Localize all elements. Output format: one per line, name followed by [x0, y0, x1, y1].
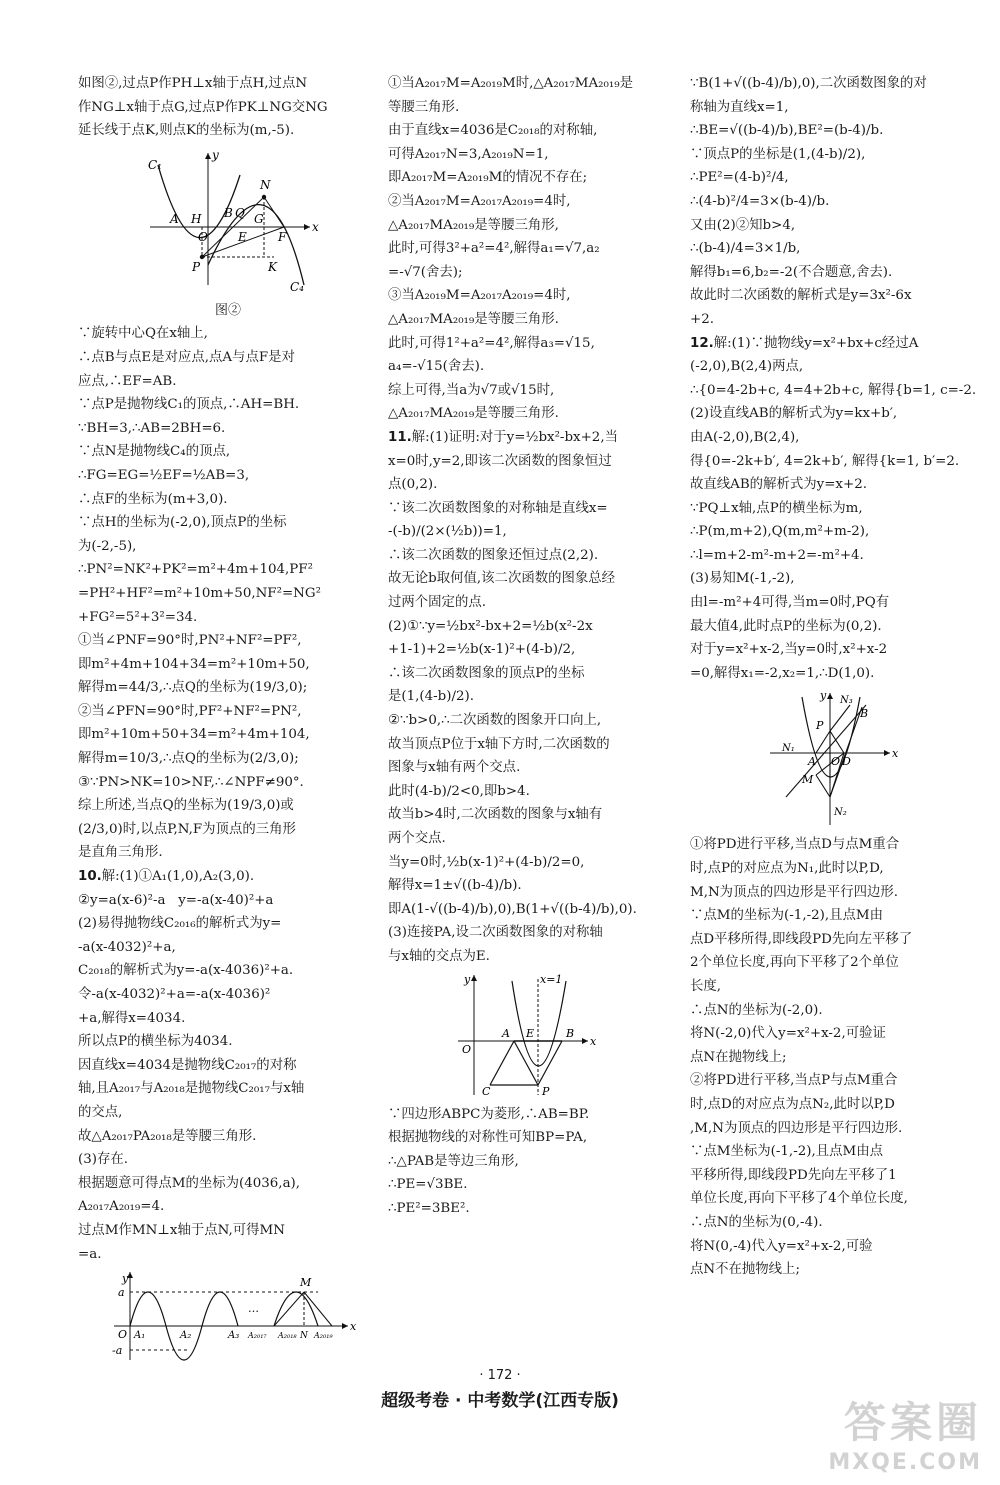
- text-line: 将N(-2,0)代入y=x²+x-2,可验证: [690, 1026, 886, 1042]
- text-line: 当y=0时,½b(x-1)²+(4-b)/2=0,: [388, 854, 585, 870]
- text-line: ∵点N是抛物线C₄的顶点,: [78, 444, 231, 460]
- text-line: -(-b)/(2×(½b))=1,: [388, 524, 507, 540]
- text-line: ∴PE²=(4-b)²/4,: [690, 170, 789, 186]
- text-line: ∴△PAB是等边三角形,: [388, 1153, 519, 1169]
- text-line: ∵四边形ABPC为菱形,∴AB=BP.: [388, 1106, 590, 1122]
- text-line: 为(-2,-5),: [78, 538, 137, 554]
- text-line: =a.: [78, 1246, 102, 1262]
- text-line: M,N为顶点的四边形是平行四边形.: [690, 884, 899, 900]
- fig-label: A₂₀₁₉: [314, 1331, 333, 1341]
- text-line: 如图②,过点P作PH⊥x轴于点H,过点N: [78, 76, 308, 91]
- text-line: ①当A₂₀₁₇M=A₂₀₁₉M时,△A₂₀₁₇MA₂₀₁₉是: [388, 76, 634, 91]
- text-line: +2.: [690, 311, 714, 327]
- text-line: 故此时二次函数的解析式是y=3x²-6x: [690, 288, 912, 304]
- fig-label: B: [224, 205, 233, 220]
- text-line: ∵BH=3,∴AB=2BH=6.: [78, 420, 226, 436]
- text-line: =-√7(舍去);: [388, 264, 463, 280]
- text-line: 即A₂₀₁₇M=A₂₀₁₉M的情况不存在;: [388, 170, 588, 186]
- text-line: ②当A₂₀₁₇M=A₂₀₁₇A₂₀₁₉=4时,: [388, 193, 571, 209]
- text-line: ∴PN²=NK²+PK²=m²+4m+104,PF²: [78, 562, 313, 578]
- text-line: 单位长度,再向下平移了4个单位长度,: [690, 1191, 908, 1207]
- text-line: (2)易得抛物线C₂₀₁₆的解析式为y=: [78, 916, 282, 932]
- text-line: ①当∠PNF=90°时,PN²+NF²=PF²,: [78, 633, 302, 649]
- text-line: 轴,且A₂₀₁₇与A₂₀₁₈是抛物线C₂₀₁₇与x轴: [78, 1081, 305, 1097]
- fig-label: C₁: [148, 157, 162, 172]
- fig-label: A₂: [180, 1330, 192, 1342]
- text-line: ∵旋转中心Q在x轴上,: [78, 326, 208, 342]
- fig-label: a: [118, 1286, 125, 1300]
- text-line: ②将PD进行平移,当点P与点M重合: [690, 1073, 898, 1089]
- text-line: ∴(b-4)/4=3×1/b,: [690, 241, 801, 257]
- text-line: ∴点B与点E是对应点,点A与点F是对: [78, 349, 295, 365]
- text-line: ∵点H的坐标为(-2,0),顶点P的坐标: [78, 515, 287, 531]
- text-line: =PH²+HF²=m²+10m+50,NF²=NG²: [78, 585, 321, 601]
- text-line: 将N(0,-4)代入y=x²+x-2,可验: [690, 1238, 873, 1254]
- text-line: 点(0,2).: [388, 477, 438, 493]
- figure-2-parabolas: [78, 145, 378, 295]
- text-line: 图象与x轴有两个交点.: [388, 760, 521, 776]
- text-line: △A₂₀₁₇MA₂₀₁₉是等腰三角形,: [388, 217, 559, 233]
- text-line: 的交点,: [78, 1104, 123, 1120]
- text-line: 故当b>4时,二次函数的图象与x轴有: [388, 807, 603, 823]
- text-line: 即A(1-√((b-4)/b),0),B(1+√((b-4)/b),0).: [388, 901, 637, 917]
- text-line: ∴点N的坐标为(-2,0).: [690, 1002, 823, 1018]
- text-line: -a(x-4032)²+a,: [78, 939, 176, 955]
- text-line: 由于直线x=4036是C₂₀₁₈的对称轴,: [388, 123, 598, 139]
- text-line: 是(1,(4-b)/2).: [388, 689, 474, 705]
- text-line: (-2,0),B(2,4)两点,: [690, 359, 804, 375]
- fig-label: A₂₀₁₈: [278, 1331, 297, 1341]
- fig-label: P: [542, 1084, 550, 1098]
- fig-label: y: [464, 972, 471, 986]
- text-line: 点N在抛物线上;: [690, 1049, 787, 1065]
- text-line: ∵该二次函数图象的对称轴是直线x=: [388, 500, 608, 516]
- text-line: ,M,N为顶点的四边形是平行四边形.: [690, 1120, 903, 1136]
- text-line: +1-1)+2=½b(x-1)²+(4-b)/2,: [388, 642, 576, 658]
- fig-label: x=1: [540, 972, 563, 986]
- text-line: 解:(1)证明:对于y=½bx²-bx+2,当: [411, 429, 618, 445]
- text-line: +FG²=5²+3²=34.: [78, 609, 198, 625]
- text-line: ∴(4-b)²/4=3×(b-4)/b.: [690, 193, 830, 209]
- figure-caption: 图②: [214, 302, 241, 318]
- text-line: 时,点P的对应点为N₁,此时以P,D,: [690, 861, 884, 877]
- fig-label: C₄: [290, 279, 304, 294]
- text-line: ∵PQ⊥x轴,点P的横坐标为m,: [690, 500, 863, 516]
- text-line: 对于y=x²+x-2,当y=0时,x²+x-2: [690, 642, 888, 658]
- text-line: ∵点P是抛物线C₁的顶点,∴AH=BH.: [78, 397, 300, 413]
- fig-label: H: [191, 211, 202, 226]
- text-line: ②∵b>0,∴二次函数的图象开口向上,: [388, 713, 602, 729]
- text-line: ∴该二次函数图象的顶点P的坐标: [388, 665, 585, 681]
- text-line: 此时(4-b)/2<0,即b>4.: [388, 783, 530, 799]
- book-title: 超级考卷 · 中考数学(江西专版): [381, 1391, 619, 1411]
- text-line: ∴BE=√((b-4)/b),BE²=(b-4)/b.: [690, 123, 884, 139]
- fig-label: M: [300, 1276, 312, 1290]
- text-line: 得{0=-2k+b′, 4=2k+b′, 解得{k=1, b′=2.: [690, 453, 960, 469]
- text-line: 作NG⊥x轴于点G,过点P作PK⊥NG交NG: [78, 99, 328, 115]
- text-line: 解得m=10/3,∴点Q的坐标为(2/3,0);: [78, 751, 299, 767]
- text-line: ∴点N的坐标为(0,-4).: [690, 1214, 823, 1230]
- fig-label: O: [831, 755, 841, 769]
- text-line: 最大值4,此时点P的坐标为(0,2).: [690, 618, 882, 634]
- text-line: 根据抛物线的对称性可知BP=PA,: [388, 1130, 588, 1146]
- fig-label: N₁: [782, 743, 795, 755]
- text-line: x=0时,y=2,即该二次函数的图象恒过: [388, 453, 612, 469]
- column-1: [78, 72, 378, 1368]
- text-line: △A₂₀₁₇MA₂₀₁₉是等腰三角形.: [388, 406, 559, 422]
- question-number: 10.: [78, 869, 102, 885]
- text-line: 平移所得,即线段PD先向左平移了1: [690, 1167, 897, 1183]
- question-12: [690, 332, 990, 356]
- fig-label: N: [300, 1331, 308, 1342]
- fig-label: N: [260, 177, 271, 192]
- text-line: (2/3,0)时,以点P,N,F为顶点的三角形: [78, 821, 296, 837]
- watermark-url: MXQE.COM: [828, 1450, 982, 1475]
- fig-label: G: [254, 211, 264, 226]
- text-line: 点D平移所得,即线段PD先向左平移了: [690, 931, 913, 947]
- column-2: [388, 72, 688, 1221]
- fig-label: A: [170, 211, 179, 226]
- text-line: ∴P(m,m+2),Q(m,m²+m-2),: [690, 524, 870, 540]
- fig-label: y: [820, 689, 827, 703]
- text-line: ∴点F的坐标为(m+3,0).: [78, 491, 228, 507]
- text-line: 解得x=1±√((b-4)/b).: [388, 878, 522, 894]
- fig-label: O: [198, 229, 208, 244]
- text-line: ②当∠PFN=90°时,PF²+NF²=PN²,: [78, 703, 302, 719]
- fig-label: P: [192, 259, 201, 274]
- text-line: ③∵PN>NK=10>NF,∴∠NPF≠90°.: [78, 774, 304, 790]
- text-line: 解得m=44/3,∴点Q的坐标为(19/3,0);: [78, 680, 308, 696]
- fig-label: A₂₀₁₇: [248, 1331, 267, 1341]
- fig-label: x: [350, 1320, 357, 1334]
- text-line: ∵点M的坐标为(-1,-2),且点M由: [690, 908, 883, 924]
- text-line: 综上所述,当点Q的坐标为(19/3,0)或: [78, 798, 294, 814]
- page-number: · 172 ·: [479, 1368, 521, 1383]
- text-line: 此时,可得1²+a²=4²,解得a₃=√15,: [388, 335, 595, 351]
- text-line: ∵B(1+√((b-4)/b),0),二次函数图象的对: [690, 76, 927, 91]
- fig-label: C: [482, 1084, 491, 1098]
- text-line: 解:(1)∵抛物线y=x²+bx+c经过A: [713, 335, 919, 351]
- text-line: 此时,可得3²+a²=4²,解得a₁=√7,a₂: [388, 241, 600, 257]
- text-line: 时,点D的对应点为点N₂,此时以P,D: [690, 1096, 895, 1112]
- text-line: (3)易知M(-1,-2),: [690, 571, 795, 587]
- fig-label: N₂: [834, 807, 847, 819]
- text-line: ∵点M坐标为(-1,-2),且点M由点: [690, 1144, 883, 1160]
- fig-label: O: [462, 1042, 472, 1056]
- text-line: 故无论b取何值,该二次函数的图象总经: [388, 571, 616, 587]
- text-line: ∴{0=4-2b+c, 4=4+2b+c, 解得{b=1, c=-2.: [690, 382, 977, 398]
- watermark-text: 答案圈: [843, 1398, 982, 1447]
- text-line: 根据题意可得点M的坐标为(4036,a),: [78, 1175, 301, 1191]
- fig-label: y: [122, 1272, 129, 1286]
- fig-label: A₁: [134, 1330, 146, 1342]
- text-line: 2个单位长度,再向下平移了2个单位: [690, 955, 899, 971]
- text-line: ∴l=m+2-m²-m+2=-m²+4.: [690, 547, 864, 563]
- text-line: 综上可得,当a为√7或√15时,: [388, 382, 555, 398]
- text-line: 是直角三角形.: [78, 845, 163, 861]
- question-10: [78, 865, 378, 889]
- text-line: 可得A₂₀₁₇N=3,A₂₀₁₉N=1,: [388, 146, 549, 162]
- text-line: 由A(-2,0),B(2,4),: [690, 429, 800, 445]
- figure-11-rhombus: [388, 971, 688, 1099]
- text-line: 即m²+10m+50+34=m²+4m+104,: [78, 727, 310, 743]
- fig-label: F: [278, 229, 287, 244]
- fig-label: A: [808, 755, 816, 769]
- figure-10-wave: [78, 1268, 378, 1364]
- fig-label: P: [816, 719, 824, 733]
- fig-label: A: [502, 1026, 510, 1040]
- question-number: 11.: [388, 429, 412, 445]
- text-line: 令-a(x-4032)²+a=-a(x-4036)²: [78, 987, 271, 1002]
- text-line: a₄=-√15(舍去).: [388, 359, 485, 375]
- question-number: 12.: [690, 335, 714, 351]
- text-line: ①将PD进行平移,当点D与点M重合: [690, 837, 900, 853]
- fig-label: A₃: [228, 1330, 240, 1342]
- text-line: ∴PE²=3BE².: [388, 1200, 470, 1216]
- text-line: ∴PE=√3BE.: [388, 1177, 468, 1193]
- fig-label: D: [842, 755, 851, 769]
- text-line: C₂₀₁₈的解析式为y=-a(x-4036)²+a.: [78, 963, 294, 979]
- text-line: 故△A₂₀₁₇PA₂₀₁₈是等腰三角形.: [78, 1128, 257, 1144]
- text-line: ③当A₂₀₁₉M=A₂₀₁₇A₂₀₁₉=4时,: [388, 288, 571, 304]
- text-line: 故直线AB的解析式为y=x+2.: [690, 477, 867, 493]
- text-line: 称轴为直线x=1,: [690, 99, 789, 115]
- text-line: 解:(1)①A₁(1,0),A₂(3,0).: [101, 869, 255, 885]
- text-line: ∴该二次函数的图象还恒过点(2,2).: [388, 547, 599, 563]
- text-line: 长度,: [690, 979, 722, 994]
- fig-label: B: [860, 707, 869, 721]
- text-line: (2)设直线AB的解析式为y=kx+b′,: [690, 406, 898, 422]
- text-line: 因直线x=4034是抛物线C₂₀₁₇的对称: [78, 1057, 297, 1073]
- fig-label: B: [566, 1026, 575, 1040]
- fig-label: O: [118, 1328, 128, 1342]
- text-line: A₂₀₁₇A₂₀₁₉=4.: [78, 1199, 165, 1215]
- text-line: 即m²+4m+104+34=m²+10m+50,: [78, 656, 310, 672]
- text-line: 过点M作MN⊥x轴于点N,可得MN: [78, 1222, 285, 1238]
- text-line: 由l=-m²+4可得,当m=0时,PQ有: [690, 595, 890, 611]
- text-line: 应点,∴EF=AB.: [78, 373, 177, 389]
- text-line: (2)①∵y=½bx²-bx+2=½b(x²-2x: [388, 618, 593, 634]
- fig-label: x: [312, 219, 319, 234]
- text-line: (3)连接PA,设二次函数图象的对称轴: [388, 925, 603, 941]
- text-line: 过两个固定的点.: [388, 595, 486, 611]
- text-line: △A₂₀₁₇MA₂₀₁₉是等腰三角形.: [388, 311, 559, 327]
- fig-label: E: [526, 1026, 535, 1040]
- text-line: 故当顶点P位于x轴下方时,二次函数的: [388, 736, 610, 752]
- fig-label: K: [268, 259, 277, 274]
- fig-label: x: [590, 1034, 597, 1048]
- question-11: [388, 426, 688, 450]
- text-line: (3)存在.: [78, 1152, 129, 1168]
- text-line: 所以点P的横坐标为4034.: [78, 1034, 233, 1050]
- fig-label: M: [802, 773, 814, 787]
- figure-12-parallelogram: [690, 687, 990, 829]
- text-line: 等腰三角形.: [388, 99, 460, 115]
- text-line: ∵顶点P的坐标是(1,(4-b)/2),: [690, 146, 866, 162]
- text-line: +a,解得x=4034.: [78, 1010, 186, 1026]
- text-line: ②y=a(x-6)²-a y=-a(x-40)²+a: [78, 892, 274, 908]
- text-line: 解得b₁=6,b₂=-2(不合题意,舍去).: [690, 264, 893, 280]
- text-line: 又由(2)②知b>4,: [690, 217, 796, 233]
- fig-label: x: [892, 747, 899, 761]
- fig-label: Q: [235, 205, 245, 220]
- fig-label: y: [212, 147, 219, 162]
- text-line: 与x轴的交点为E.: [388, 948, 490, 964]
- text-line: 点N不在抛物线上;: [690, 1262, 800, 1278]
- text-line: ∴FG=EG=½EF=½AB=3,: [78, 467, 250, 483]
- fig-label: E: [238, 229, 247, 244]
- fig-label: N₃: [840, 695, 853, 707]
- fig-label: -a: [112, 1344, 123, 1358]
- text-line: =0,解得x₁=-2,x₂=1,∴D(1,0).: [690, 665, 875, 681]
- text-line: 两个交点.: [388, 831, 446, 846]
- text-line: 延长线于点K,则点K的坐标为(m,-5).: [78, 123, 295, 139]
- watermark: [828, 1390, 982, 1475]
- fig-label: …: [248, 1302, 259, 1316]
- column-3: [690, 72, 990, 1282]
